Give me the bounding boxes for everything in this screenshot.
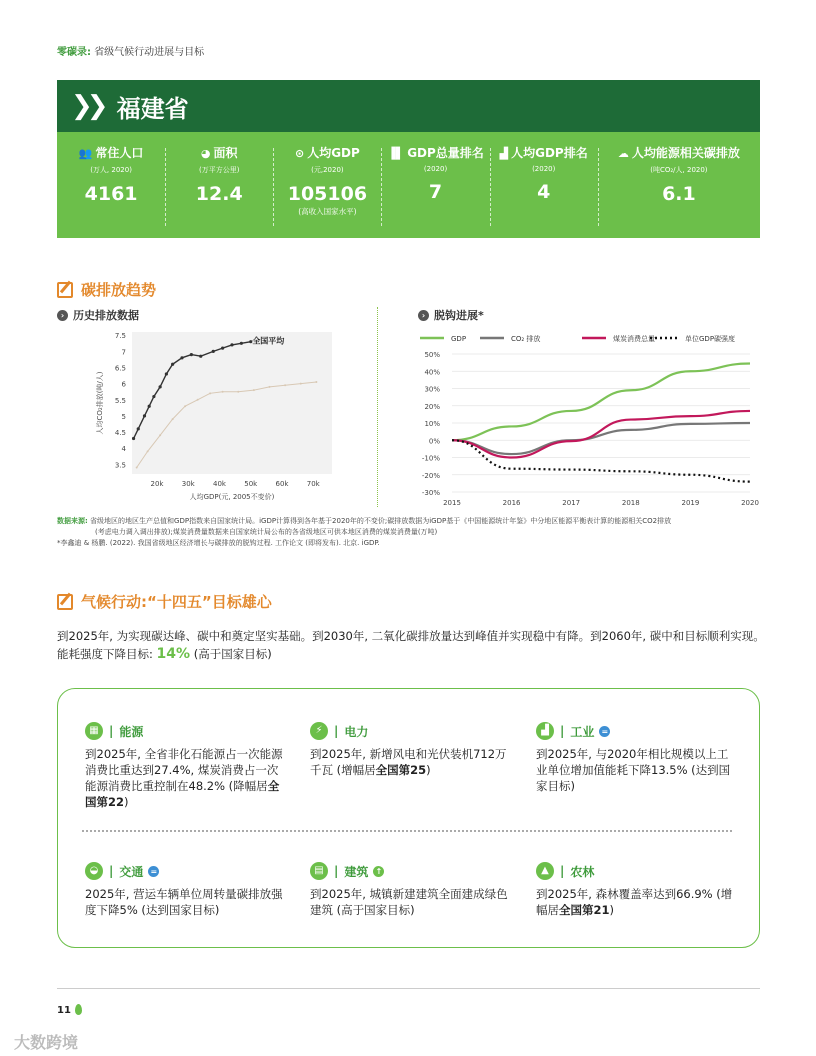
y-tick-label: 4.5 [114,429,126,438]
scatter-point [230,343,233,346]
stats-bar [57,132,760,238]
stat-value: 4161 [84,183,138,205]
scatter-point [143,414,146,417]
scatter-point [284,384,286,386]
scatter-point [152,395,155,398]
y-tick-label: 6 [121,380,126,389]
chevron-right-icon: › [57,310,68,321]
money-icon: ⊙ [294,147,305,160]
stat-gdp-per-capita-rank [490,132,598,238]
stat-population [57,132,165,238]
x-tick-label: 40k [213,480,226,488]
sector-name: 工业 [570,724,595,739]
province-banner [57,80,760,132]
double-chevron-icon: ❯❯ [71,91,103,121]
scatter-point [269,386,271,388]
equal-target-icon: = [148,866,159,877]
stat-label: GDP总量排名 [407,146,484,160]
scatter-point [136,467,138,469]
chevron-right-icon: › [418,310,429,321]
y-tick-label: 50% [424,351,440,359]
stat-label: 人均能源相关碳排放 [631,146,740,160]
x-tick-label: 50k [244,480,258,488]
series-line [452,440,750,481]
annotation-national-average: 全国平均 [252,336,285,346]
scatter-point [172,418,174,420]
x-tick-label: 2020 [741,499,759,507]
scatter-point [197,399,199,401]
stat-label: 面积 [213,146,238,160]
scatter-point [315,381,317,383]
legend-label: 煤炭消费总量 [613,335,655,343]
stat-value: 4 [537,181,551,203]
watermark: 大数跨境 [14,1033,79,1052]
scatter-point [190,353,193,356]
decoupling-chart [410,326,765,508]
subhead-text: 历史排放数据 [73,309,139,322]
stat-gdp-rank [381,132,489,238]
factory-icon: ▟ [536,722,554,740]
scatter-point [148,405,151,408]
sector-text: 2025年, 营运车辆单位周转量碳排放强度下降5% (达到国家目标) [85,887,283,917]
equal-target-icon: = [599,726,610,737]
scatter-point [137,427,140,430]
stat-label: 常住人口 [95,146,144,160]
y-tick-label: 5 [121,412,126,421]
leaf-icon [75,1004,82,1015]
stat-value: 12.4 [195,183,243,205]
sector-text: 到2025年, 城镇新建建筑全面建成绿色建筑 (高于国家目标) [310,887,508,917]
page-number: 11 [57,1005,71,1016]
scatter-point [132,437,135,440]
x-tick-label: 30k [181,480,195,488]
barchart-icon: ▐▌ [387,147,405,160]
stat-unit: (吨CO₂/人, 2020) [650,166,708,174]
scatter-point [165,372,168,375]
stat-unit: (万人, 2020) [90,166,132,174]
sector-name: 交通 [119,864,144,879]
power-tower-icon: ⚡ [310,722,328,740]
y-tick-label: -10% [421,454,440,463]
sector-energy: ▦ | 能源 到2025年, 全省非化石能源占一次能源消费比重达到27.4%, 煤炭消费占一次能源消费比重控制在48.2% (降幅居全国第22) [85,722,285,810]
scatter-point [180,356,183,359]
source-note [57,516,777,549]
scatter-point [253,389,255,391]
y-tick-label: 20% [424,402,440,411]
arrow-up-icon: ↑ [373,866,384,877]
x-axis-label: 人均GDP(元, 2005不变价) [189,493,275,501]
stat-note: (高收入国家水平) [298,207,357,216]
y-tick-label: 40% [424,368,440,377]
car-icon: ◒ [85,862,103,880]
y-tick-label: 3.5 [114,461,126,470]
scatter-point [184,405,186,407]
scatter-point [159,434,161,436]
series-line [452,363,750,440]
subhead-decoupling [418,307,484,323]
source-line-3: *李鑫迪 & 杨鹏. (2022). 我国省级地区经济增长与碳排放的脱钩过程. 工作论文 (即将发布). 北京. iGDP. [57,539,380,547]
sector-name: 电力 [344,724,369,739]
legend-label: 单位GDP碳强度 [685,335,736,343]
legend-label: GDP [451,335,467,343]
target-note: (高于国家目标) [193,647,272,661]
scatter-point [237,391,239,393]
province-name: 福建省 [116,94,189,123]
stat-label: 人均GDP [307,146,360,160]
y-tick-label: 7 [121,348,126,357]
history-emission-chart [92,328,342,508]
solar-panel-icon: ▦ [85,722,103,740]
y-tick-label: -30% [421,489,440,497]
section-title-text: 碳排放趋势 [81,281,157,299]
stat-unit: (2020) [532,165,556,173]
x-tick-label: 2016 [502,499,521,507]
x-tick-label: 2019 [681,499,700,507]
sector-text: 到2025年, 森林覆盖率达到66.9% (增幅居全国第21) [536,887,733,917]
section-climate-action-title [57,591,272,612]
stat-unit: (2020) [423,165,448,173]
scatter-point [240,342,243,345]
source-line-2: (考虑电力调入调出排放);煤炭消费量数据来自国家统计局公布的各省级地区可供本地区消费的煤炭消费量(万吨) [95,528,438,536]
tree-icon: ▲ [536,862,554,880]
y-tick-label: 4 [121,445,126,454]
sector-building: ▤ | 建筑 ↑ 到2025年, 城镇新建建筑全面建成绿色建筑 (高于国家目标) [310,862,510,918]
scatter-point [159,385,162,388]
source-key: 数据来源: [57,517,88,525]
plot-area [132,332,332,474]
y-axis-label: 人均CO₂排放(吨/人) [96,371,104,435]
y-tick-label: 30% [424,385,440,394]
sector-power: ⚡ | 电力 到2025年, 新增风电和光伏装机712万千瓦 (增幅居全国第25) [310,722,510,778]
y-tick-label: -20% [421,471,440,480]
stat-label: 人均GDP排名 [511,146,588,160]
section-emission-trend-title [57,279,156,300]
scatter-point [209,392,211,394]
subhead-history [57,307,139,323]
x-tick-label: 2015 [443,499,461,507]
scatter-point [300,383,302,385]
running-header [57,43,204,58]
y-tick-label: 7.5 [114,332,126,341]
section-title-text: 气候行动:“十四五”目标雄心 [81,593,272,611]
stat-unit: (元,2020) [311,166,344,174]
stat-unit: (万平方公里) [199,166,240,174]
sector-text: 到2025年, 与2020年相比规模以上工业单位增加值能耗下降13.5% (达到国家目标) [536,747,731,793]
stat-co2-per-capita [598,132,760,238]
energy-intensity-target [57,646,272,662]
x-tick-label: 20k [150,480,164,488]
y-tick-label: 5.5 [114,396,126,405]
sector-name: 农林 [570,864,595,879]
x-tick-label: 2018 [621,499,640,507]
y-tick-label: 6.5 [114,364,126,373]
legend-label: CO₂ 排放 [511,335,541,343]
stat-value: 7 [428,181,443,203]
column-divider [377,307,378,507]
stat-value: 6.1 [662,183,696,205]
running-header-key: 零碳录: [57,47,91,58]
footer-rule [57,988,760,989]
podium-icon: ▟ [499,147,509,160]
sector-name: 能源 [119,724,144,739]
edit-icon [57,594,73,610]
scatter-point [222,391,224,393]
sector-name: 建筑 [344,864,369,879]
sector-industry: ▟ | 工业 = 到2025年, 与2020年相比规模以上工业单位增加值能耗下降13.5% (达到国家目标) [536,722,736,794]
stat-area [165,132,273,238]
sector-text: 到2025年, 新增风电和光伏装机712万千瓦 (增幅居全国第25) [310,747,507,777]
source-line-1: 省级地区的地区生产总值和GDP指数来自国家统计局。iGDP计算得到各年基于2020年的不变价;碳排放数据为iGDP基于《中国能源统计年鉴》中分地区能源平衡表计算的能源相关CO2排放 [90,517,672,525]
stat-value: 105106 [287,183,368,205]
area-icon: ◕ [200,147,211,160]
x-tick-label: 70k [306,480,320,488]
scatter-point [212,350,215,353]
y-tick-label: 0% [428,437,440,446]
scatter-point [171,363,174,366]
target-label: 能耗强度下降目标: [57,647,153,661]
building-icon: ▤ [310,862,328,880]
x-tick-label: 60k [275,480,289,488]
people-icon: 👥 [78,147,93,160]
sector-text: 到2025年, 全省非化石能源占一次能源消费比重达到27.4%, 煤炭消费占一次能源消费比重控制在48.2% (降幅居全国第22) [85,747,283,809]
subhead-text: 脱钩进展* [434,309,484,322]
sector-transport: ◒ | 交通 = 2025年, 营运车辆单位周转量碳排放强度下降5% (达到国家目标) [85,862,285,918]
y-tick-label: 10% [424,420,440,428]
dotted-divider [82,830,732,832]
x-tick-label: 2017 [562,499,581,507]
target-value: 14% [156,646,191,662]
sector-agri-forestry: ▲ | 农林 到2025年, 森林覆盖率达到66.9% (增幅居全国第21) [536,862,736,918]
scatter-point [221,347,224,350]
edit-icon [57,282,73,298]
scatter-point [147,450,149,452]
running-header-text: 省级气候行动进展与目标 [94,47,205,58]
co2-cloud-icon: ☁ [617,147,629,160]
stat-gdp-per-capita [273,132,381,238]
scatter-point [199,355,202,358]
goal-paragraph: 到2025年, 为实现碳达峰、碳中和奠定坚实基础。到2030年, 二氧化碳排放量达到峰值并实现稳中有降。到2060年, 碳中和目标顺利实现。 [57,629,765,643]
